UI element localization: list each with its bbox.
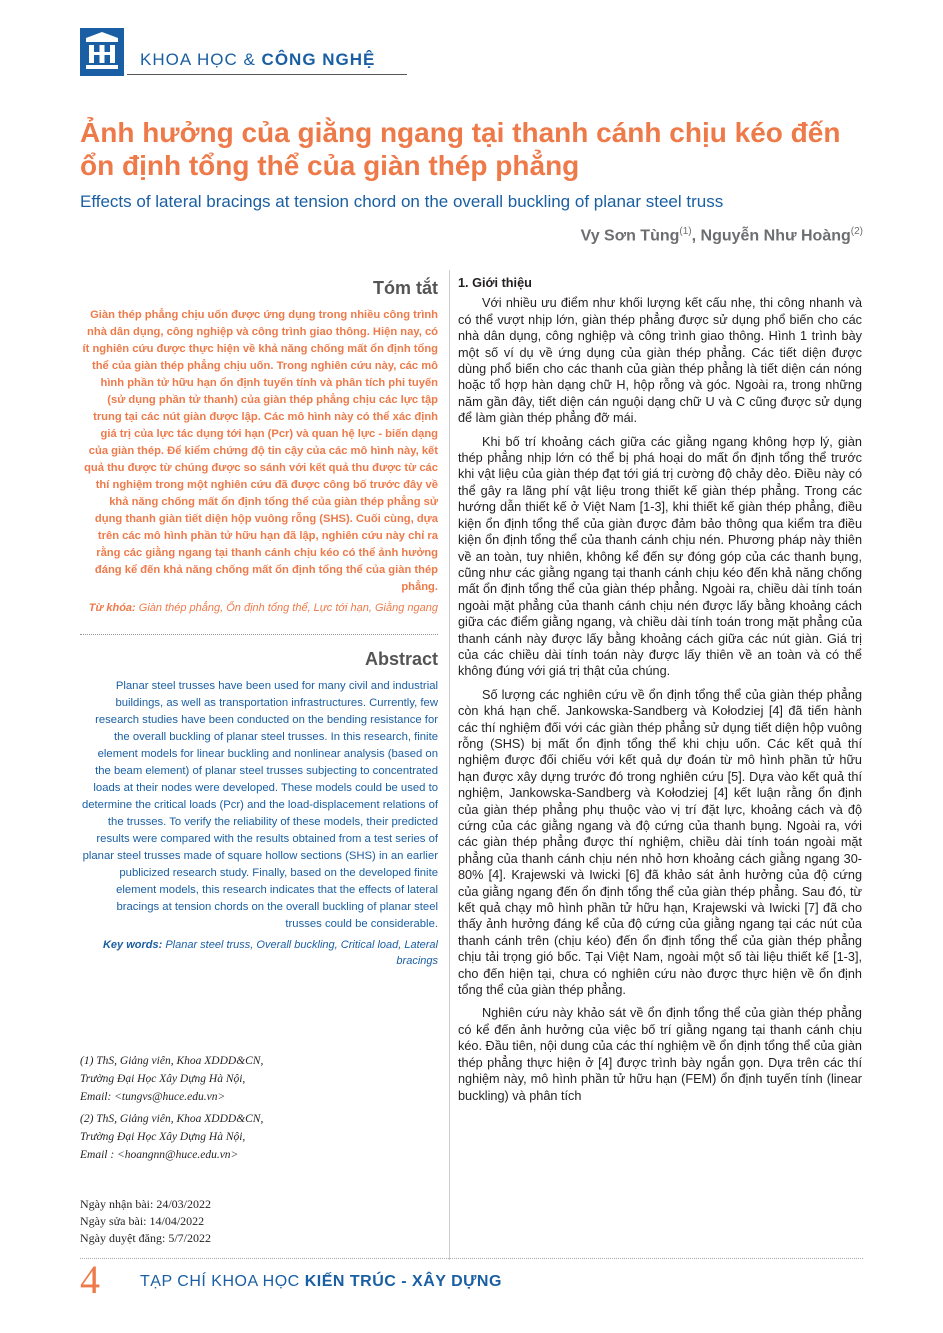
date-accepted: Ngày duyệt đăng: 5/7/2022 [80,1231,211,1245]
summary-text: Giàn thép phẳng chịu uốn được ứng dụng trong nhiều công trình nhà dân dụng, công nghiệp và công trình giao thông. Hiện nay, có ít nghiên cứu được thực hiện về khả năng chống mất ổn định tổng thể của giàn thép phẳng chịu uốn. Trong nghiên cứu này, các mô hình phần tử hữu hạn ổn định tuyến tính và phân tích phi tuyến (sử dụng phần tử thanh) của giàn thép phẳng chịu các lực tập trung tại các nút giàn được lập. Các mô hình này có thể xác định giá trị của lực tác dụng tới hạn (Pcr) và quan hệ lực - biến dạng của giàn thép. Để kiểm chứng độ tin cậy của các mô hình này, kết quả thu được từ chúng được so sánh với kết quả thu được từ các thí nghiệm trong một nghiên cứu đã được công bố trước đây về khả năng chống mất ổn định tổng thể của giàn thép phẳng sử dụng thanh giàn tiết diện hộp vuông rỗng (SHS). Cuối cùng, dựa trên các mô hình phần tử hữu hạn đã lập, nghiên cứu này chỉ ra rằng các giằng ngang tại thanh cánh chịu kéo có thể ảnh hưởng đáng kể đến khả năng chống mất ổn định tổng thể của giàn thép phẳng. [82,309,438,593]
section-heading: 1. Giới thiệu [458,276,532,290]
divider [80,634,438,635]
abstract-column [80,278,438,969]
footer-rule [80,1258,863,1259]
page-number: 4 [80,1257,100,1302]
body-paragraph: Nghiên cứu này khảo sát về ổn định tổng thể của giàn thép phẳng có kể đến ảnh hưởng của việc bố trí giằng ngang tại thanh cánh chịu kéo. Đầu tiên, nội dung của các thí nghiệm về ổn định tổng thể của giàn thép phẳng thực hiện ở [4] được trình bày ngắn gọn. Dựa trên các thí nghiệm này, mô hình phần tử hữu hạn (FEM) ổn định tuyến tính (linear buckling) và phân tích [458,1006,862,1103]
summary-heading: Tóm tắt [373,278,438,298]
footnote-1: (1) ThS, Giảng viên, Khoa XDDD&CN, Trường Đại Học Xây Dựng Hà Nội, Email: <tungvs@huce.edu.vn> [80,1055,264,1103]
author-footnotes [80,1052,440,1168]
body-paragraph: Khi bố trí khoảng cách giữa các giằng ngang không hợp lý, giàn thép phẳng nhịp lớn có thể bị phá hoại do mất ổn định tổng thể trước khi vật liệu của giàn thép đạt tới giá trị cường độ chảy dẻo. Điều này có thể gây ra lãng phí vật liệu trong thiết kế giàn thép phẳng. Trong các hướng dẫn thiết kế ở Việt Nam [1-3], khi thiết kế giàn thép phẳng, điều kiện ổn định tổng thể của giàn được đảm bảo thông qua kiểm tra điều kiện ổn định tổng thể của thanh cánh chịu nén. Phương pháp này thiên về an toàn, tuy nhiên, không kể đến sự đóng góp của các thanh bụng, cũng như các giằng ngang tại thanh cánh chịu kéo đến khả năng chống mất ổn định tổng thể của giàn thép phẳng. Ngoài ra, chiều dài tính toán ngoài mặt phẳng của thanh cánh chịu nén được lấy bằng khoảng cách giữa các điểm giằng ngang, và chiều dài tính toán trong mặt phẳng của thanh cánh này được lấy bằng khoảng cách giữa các nút giàn. Giá trị của các chiều dài tính toán này được lấy thiên về an toàn và có thể không đúng với giá trị thật của chúng. [458,434,862,679]
article-dates [80,1196,380,1247]
author-2: Nguyễn Như Hoàng [700,227,851,245]
authors: Vy Sơn Tùng$^{(1)}$, Nguyễn Như Hoàng$^{(2)}$ [580,226,863,245]
abstract-text: Planar steel trusses have been used for many civil and industrial buildings, as well as transportation infrastructures. Currently, few research studies have been conducted on the bending resistance for the overall buckling of planar steel trusses. In this research, finite element models for linear buckling and nonlinear analysis (based on the beam element) of planar steel trusses subjecting to concentrated loads at their nodes were developed. These models could be used to determine the critical loads (Pcr) and the load-displacement relations of the trusses. To verify the reliability of these models, their predicted results were compared with the results obtained from a test series of planar steel trusses made of square hollow sections (SHS) in an earlier publicized research study. Finally, based on the developed finite element models, this research indicates that the effects of lateral bracings at tension chords on the overall buckling of planar steel trusses could be considerable. [81,680,438,930]
body-paragraph: Số lượng các nghiên cứu về ổn định tổng thể của giàn thép phẳng còn khá hạn chế. Jankowska-Sandberg và Kołodziej [4] đã tiến hành các thí nghiệm đối với các giàn thép phẳng sử dụng tiết diện hộp vuông rỗng (SHS) bị mất ổn định tổng thể khi chịu uốn. Các kết quả thí nghiệm được đối chiếu với kết quả dự đoán từ mô hình phần tử hữu hạn được xây dựng trước đó trong nghiên cứu [5]. Dựa vào kết quả thí nghiệm, Jankowska-Sandberg và Kołodziej [4] kết luận rằng ổn định của giàn thép phẳng phụ thuộc vào vị trí đặt lực, khoảng cách và độ cứng của các giằng ngang và độ cứng của thanh bụng. Ngoài ra, với các giàn thép phẳng được thí nghiệm, chiều dài tính toán ngoài mặt phẳng của thanh cánh chịu nén nhỏ hơn khoảng cách giằng ngang 30-80% [4]. Krajewski và Iwicki [6] đã khảo sát ảnh hưởng của độ cứng của giằng ngang đến ổn định tổng thể của giàn thép phẳng. Sau đó, từ kết quả chạy mô hình phần tử hữu hạn, Krajewski và Iwicki [7] đã cho thấy ảnh hưởng đáng kể của độ cứng của giằng ngang tại các nút của thanh cánh trên (chịu kéo) đến ổn định tổng thể của giàn thép phẳng chịu tải trọng gió bốc. Tại Việt Nam, ngoài một số tài liệu thiết kế [1-3], cho đến hiện tại, chưa có nghiên cứu nào được thực hiện về ổn định tổng thể của giàn thép phẳng. [458,687,862,998]
date-received: Ngày nhận bài: 24/03/2022 [80,1197,211,1211]
university-logo-icon [80,28,124,76]
article-title-en: Effects of lateral bracings at tension chord on the overall buckling of planar steel truss [80,192,724,211]
abstract-heading: Abstract [364,649,438,669]
body-paragraph: Với nhiều ưu điểm như khối lượng kết cấu nhẹ, thi công nhanh và có thể vượt nhịp lớn, giàn thép phẳng được sử dụng phổ biến cho các nhà dân dụng, công nghiệp và công trình giao thông. Hình 1 trình bày một số ví dụ về ứng dụng của giàn thép phẳng. Các tiết diện được dùng phổ biến cho các thanh của giàn thép phẳng là tiết diện cán nóng hoặc tổ hợp hàn dạng chữ H, hộp rỗng và góc. Ngoài ra, trong những năm gần đây, tiết diện cán nguội dạng chữ U và C cũng được sử dụng để làm giàn thép phẳng đỡ mái. [458,296,862,426]
author-1: Vy Sơn Tùng [580,227,680,245]
body-column [458,275,862,1111]
footnote-2: (2) ThS, Giảng viên, Khoa XDDD&CN, Trường Đại Học Xây Dựng Hà Nội, Email : <hoangnn@huce.edu.vn> [80,1113,264,1161]
journal-name: TẠP CHÍ KHOA HỌC KIẾN TRÚC - XÂY DỰNG [140,1273,502,1290]
summary-keywords: Từ khóa: Giàn thép phẳng, Ổn định tổng thể, Lực tới hạn, Giằng ngang [88,602,438,614]
header-rule [127,74,407,75]
section-label: KHOA HỌC & CÔNG NGHỆ [140,50,376,69]
abstract-keywords: Key words: Planar steel truss, Overall buckling, Critical load, Lateral bracings [102,939,438,967]
date-revised: Ngày sửa bài: 14/04/2022 [80,1214,205,1228]
column-divider [449,270,450,1260]
section-label-bold: CÔNG NGHỆ [261,50,376,69]
article-title-vi: Ảnh hưởng của giằng ngang tại thanh cánh chịu kéo đến ổn định tổng thể của giàn thép phẳng [80,117,841,181]
journal-name-bold: KIẾN TRÚC - XÂY DỰNG [304,1273,502,1290]
